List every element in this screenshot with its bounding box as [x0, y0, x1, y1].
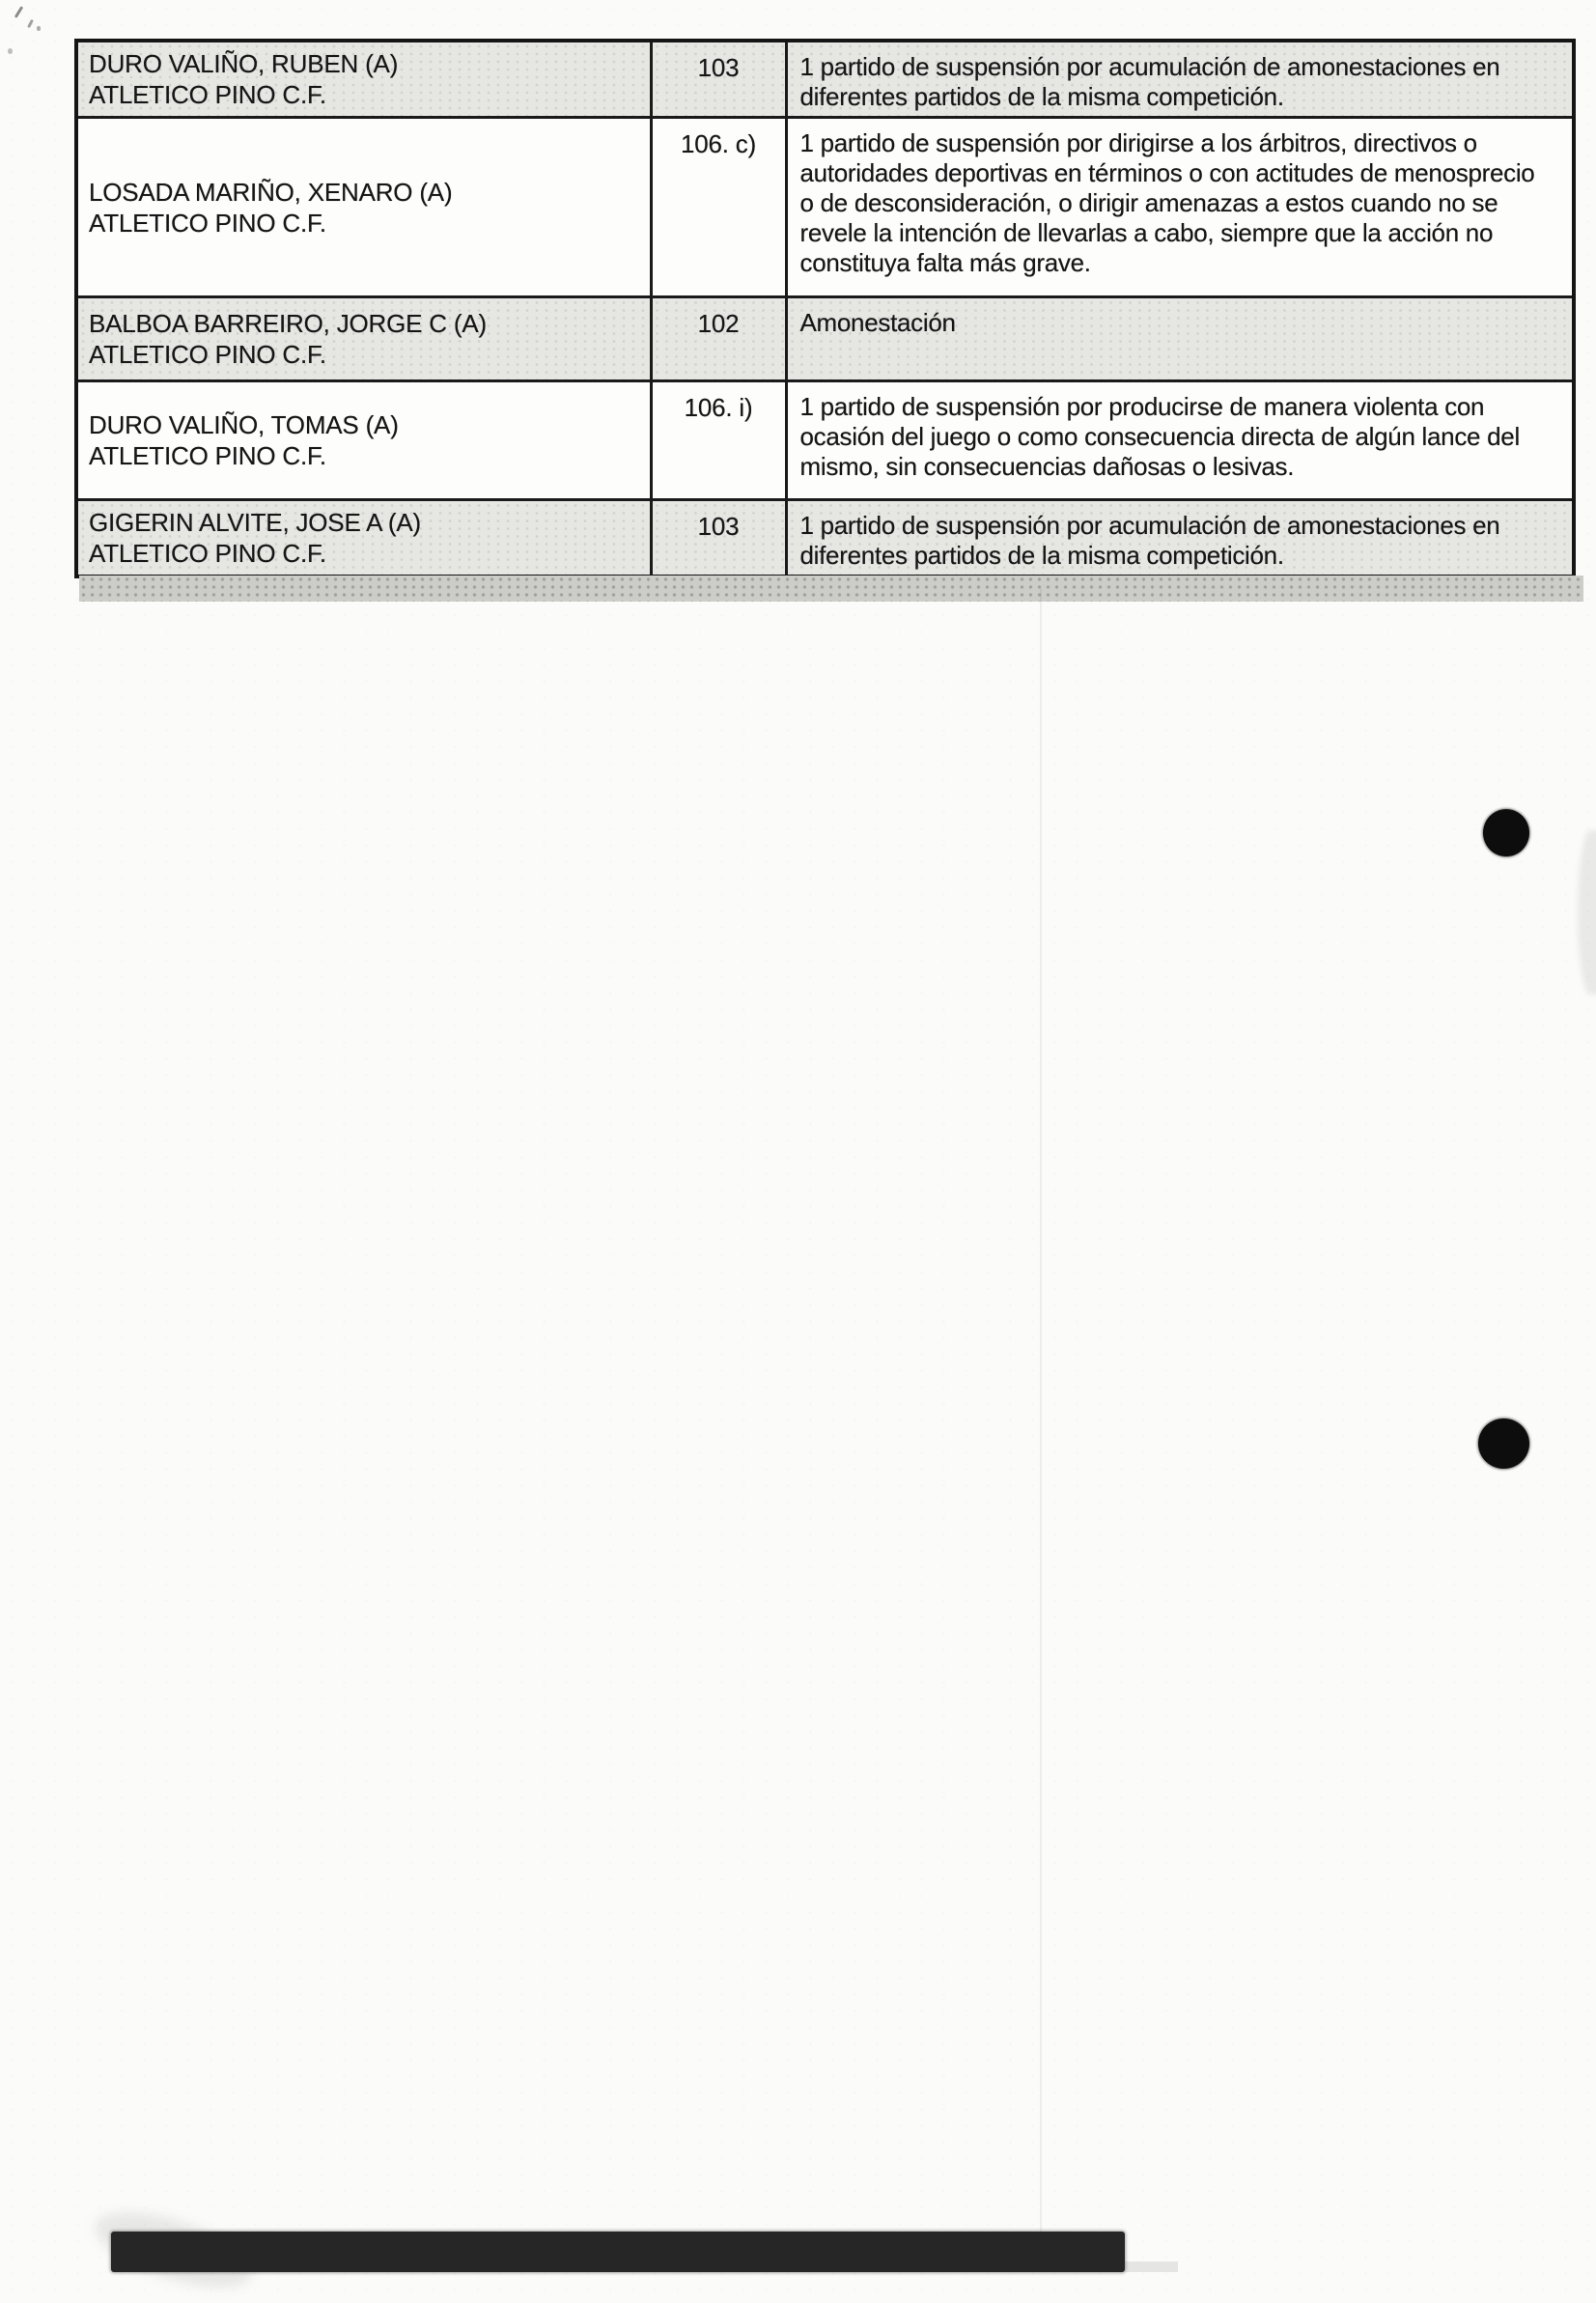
- pen-mark: [14, 6, 23, 18]
- article-number: 106. c): [680, 129, 757, 158]
- sanction-table-row: [76, 500, 1574, 577]
- sanction-cell: [786, 118, 1574, 297]
- hole-punch-mark-top: [1483, 809, 1529, 857]
- player-name: DURO VALIÑO, RUBEN (A): [89, 49, 399, 78]
- sanction-text: 1 partido de suspensión por dirigirse a los árbitros, directivos o autoridades deportivas en términos o con actitudes de menosprecio o de desconsideración, o dirigir amenazas a estos cuando no se revele la intención de llevarlas a cabo, siempre que la acción no constituya falta más grave.: [799, 128, 1535, 277]
- sanction-cell: [786, 500, 1574, 577]
- pen-mark: [37, 26, 41, 31]
- sanction-text: 1 partido de suspensión por acumulación de amonestaciones en diferentes partidos de la misma competición.: [799, 52, 1500, 111]
- pen-mark: [27, 19, 34, 28]
- sanction-text: Amonestación: [799, 308, 956, 337]
- sanction-cell: [786, 41, 1574, 118]
- player-club-cell: [76, 381, 651, 500]
- article-cell: [651, 41, 786, 118]
- player-name: GIGERIN ALVITE, JOSE A (A): [89, 508, 421, 537]
- club-name: ATLETICO PINO C.F.: [89, 340, 326, 369]
- article-cell: [651, 500, 786, 577]
- pen-mark: [8, 48, 13, 54]
- club-name: ATLETICO PINO C.F.: [89, 208, 326, 238]
- article-number: 103: [697, 53, 740, 82]
- player-name: DURO VALIÑO, TOMAS (A): [89, 410, 399, 439]
- article-number: 106. i): [684, 393, 753, 422]
- table-shadow-strip: [79, 576, 1583, 602]
- sanction-text: 1 partido de suspensión por producirse de manera violenta con ocasión del juego o como consecuencia directa de algún lance del mismo, sin consecuencias dañosas o lesivas.: [799, 392, 1520, 481]
- sanction-cell: [786, 297, 1574, 381]
- club-name: ATLETICO PINO C.F.: [89, 539, 326, 568]
- sanction-text: 1 partido de suspensión por acumulación de amonestaciones en diferentes partidos de la misma competición.: [799, 511, 1500, 570]
- sanctions-table-body: [76, 41, 1574, 576]
- article-number: 103: [697, 512, 740, 541]
- article-number: 102: [697, 309, 740, 338]
- club-name: ATLETICO PINO C.F.: [89, 441, 326, 470]
- club-name: ATLETICO PINO C.F.: [89, 80, 326, 109]
- sanction-cell: [786, 381, 1574, 500]
- sanction-table-row: [76, 297, 1574, 381]
- faint-scan-line: [1040, 589, 1042, 2272]
- sanction-table-row: [76, 118, 1574, 297]
- sanction-table-row: [76, 381, 1574, 500]
- player-name: LOSADA MARIÑO, XENARO (A): [89, 177, 453, 207]
- player-club-cell: [76, 118, 651, 297]
- player-club-cell: [76, 297, 651, 381]
- bottom-scan-bar: [111, 2232, 1125, 2272]
- article-cell: [651, 118, 786, 297]
- article-cell: [651, 381, 786, 500]
- hole-punch-mark-bottom: [1478, 1418, 1529, 1469]
- player-name: BALBOA BARREIRO, JORGE C (A): [89, 309, 487, 338]
- right-edge-smudge: [1578, 830, 1596, 995]
- player-club-cell: [76, 500, 651, 577]
- sanction-table-row: [76, 41, 1574, 118]
- player-club-cell: [76, 41, 651, 118]
- sanctions-table: [74, 39, 1576, 578]
- article-cell: [651, 297, 786, 381]
